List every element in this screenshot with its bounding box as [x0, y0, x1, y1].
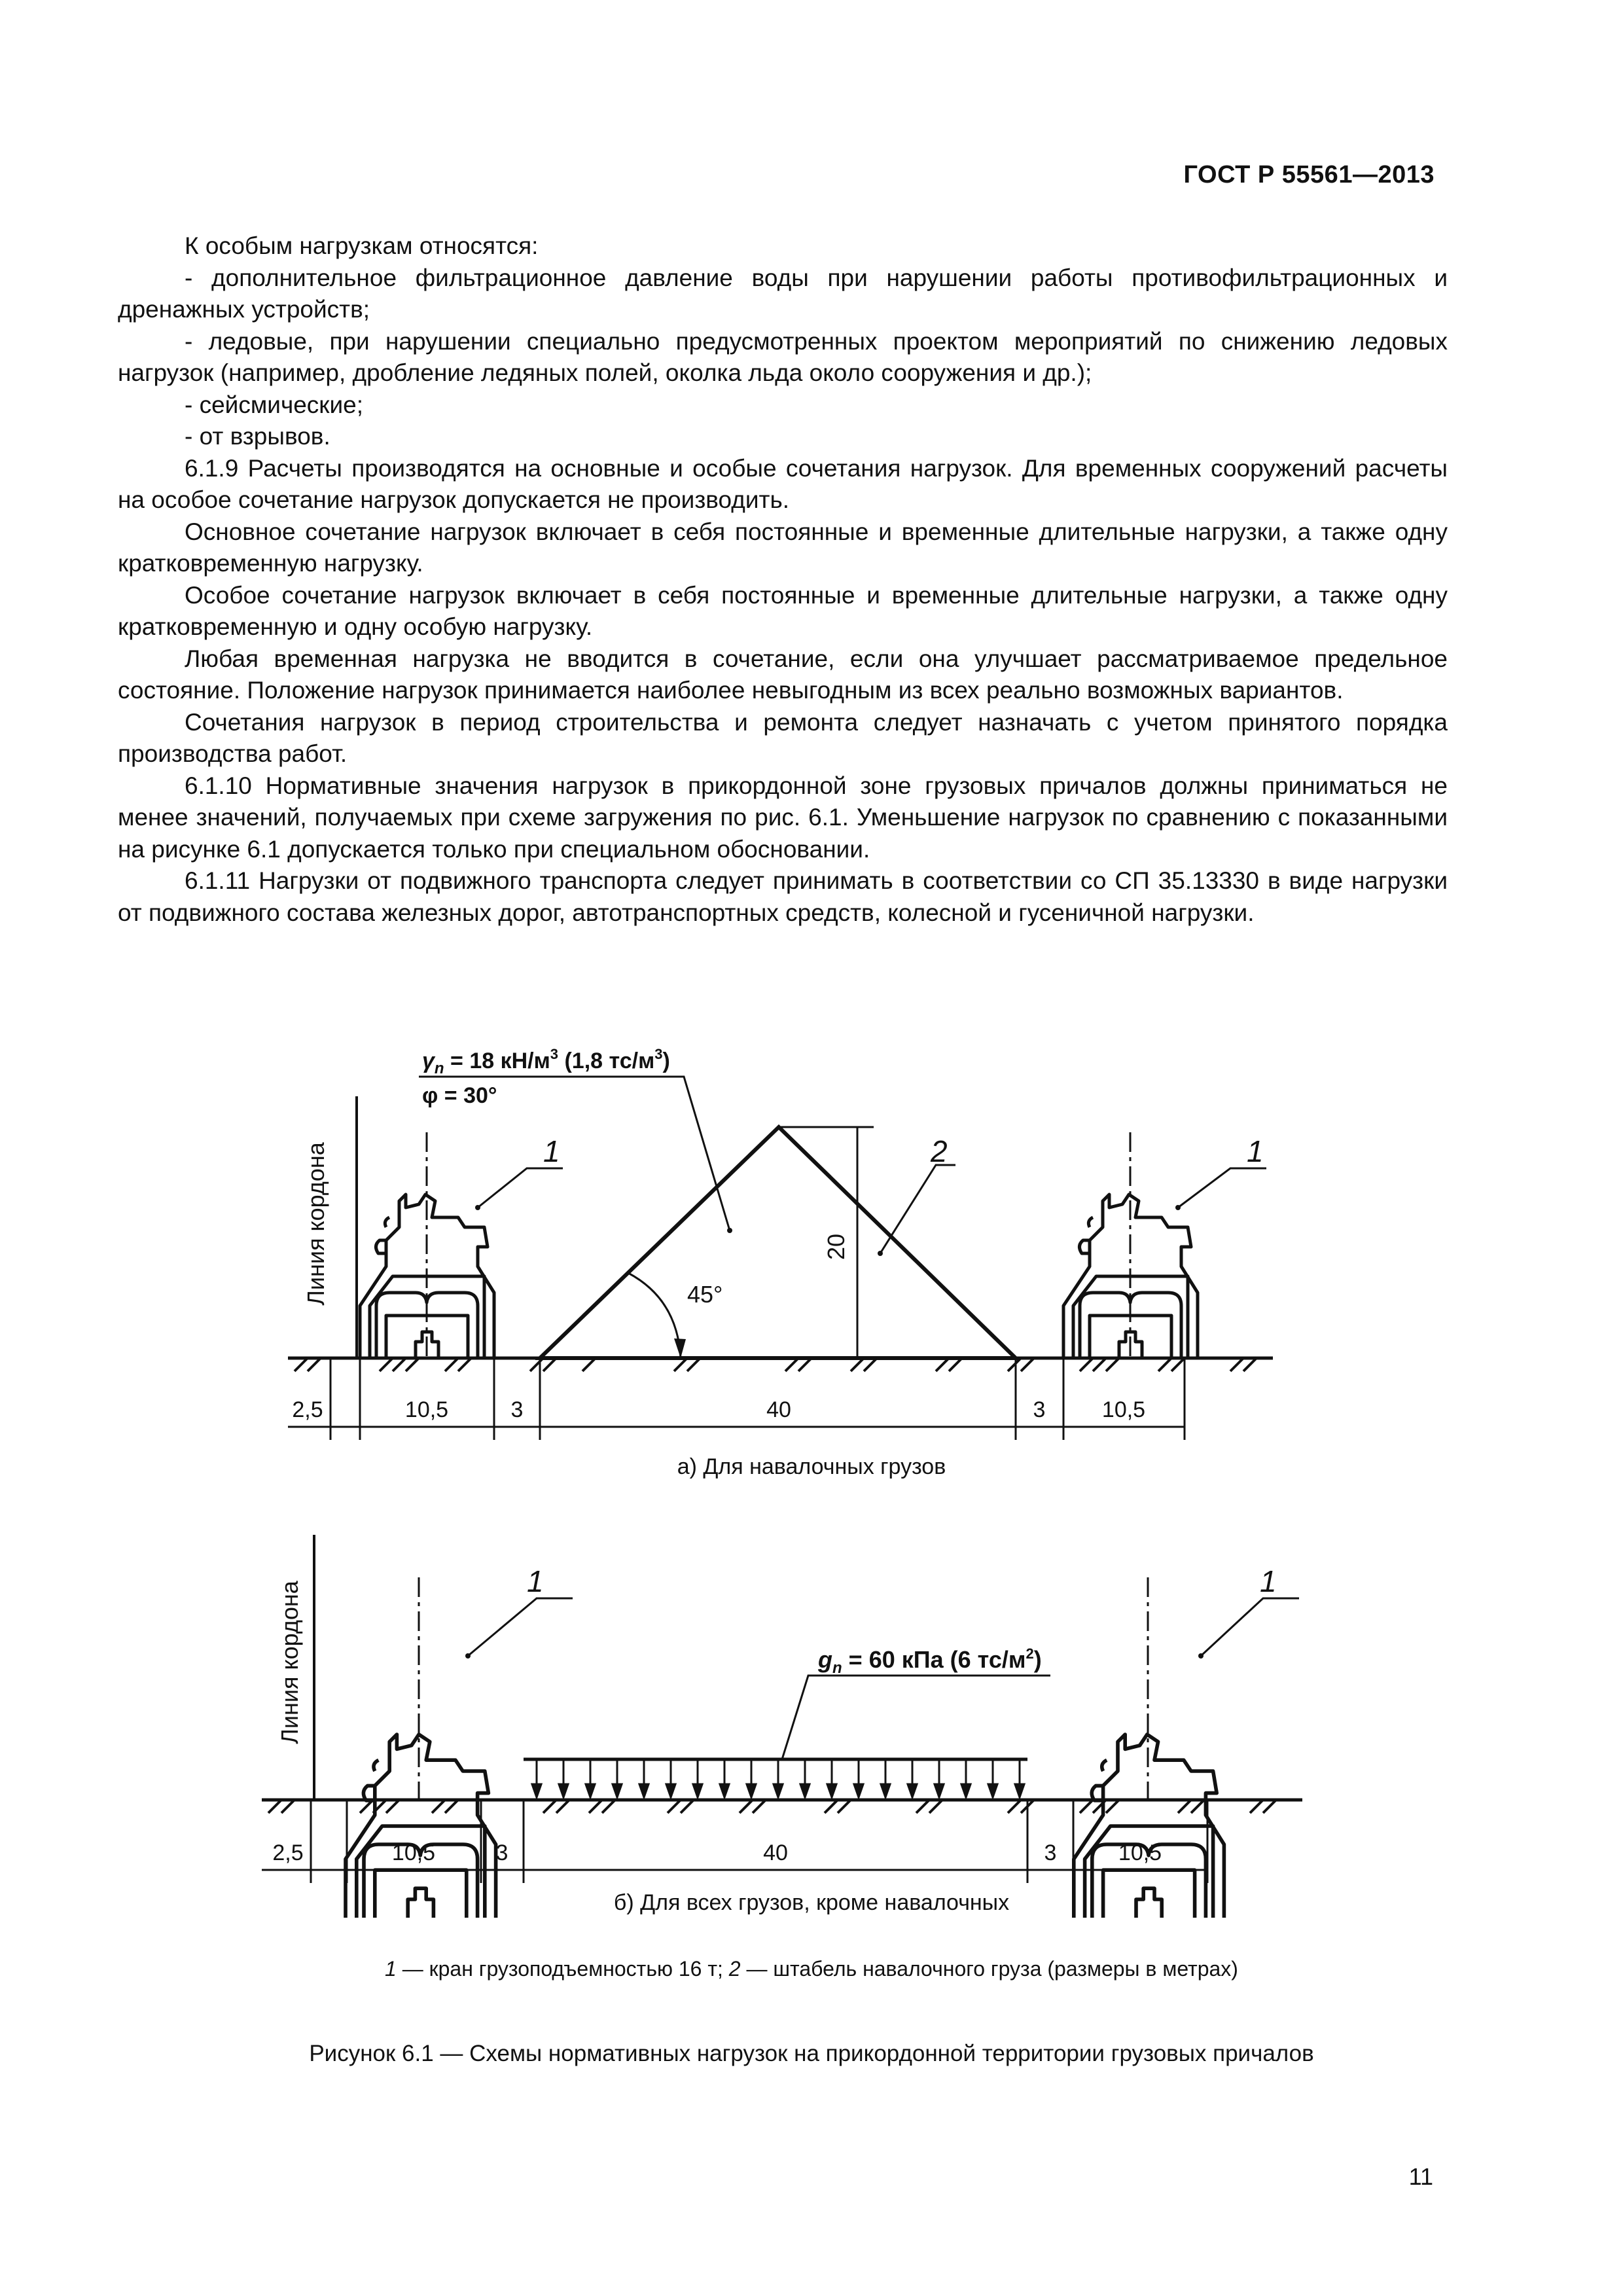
- dimension-value: 10,5: [404, 1397, 449, 1422]
- crane-marker: 1: [1260, 1564, 1277, 1598]
- dimension-value: 2,5: [272, 1840, 304, 1865]
- paragraph: - от взрывов.: [185, 423, 330, 450]
- dimension-value: 40: [763, 1840, 788, 1865]
- crane-marker: 1: [527, 1564, 544, 1598]
- load-arrow-head: [908, 1784, 917, 1797]
- pile-angle: 45°: [687, 1281, 723, 1308]
- load-label: $g_n = 60$ кПа (6 $тс/м^2$): [818, 1645, 1042, 1677]
- paragraph: К особым нагрузкам относятся:: [185, 232, 539, 259]
- load-arrow-head: [639, 1784, 649, 1797]
- load-arrow-head: [532, 1784, 541, 1797]
- distributed-load: [524, 1759, 1027, 1797]
- load-arrow-head: [613, 1784, 622, 1797]
- load-arrow-head: [988, 1784, 997, 1797]
- pile-marker: 2: [931, 1134, 948, 1168]
- paragraph: Особое сочетание нагрузок включает в себя постоянные и временные длительные нагрузки, а также одну кратковременную и одну особую нагрузку.: [118, 581, 1448, 640]
- ground-hatching: [268, 1800, 1276, 1813]
- load-arrow-head: [747, 1784, 756, 1797]
- figure-a: [288, 1046, 1273, 1440]
- dimension-value: 3: [1033, 1397, 1046, 1422]
- paragraph: 6.1.9 Расчеты производятся на основные и особые сочетания нагрузок. Для временных сооружений расчеты на особое сочетание нагрузок допускается не производить.: [118, 454, 1448, 513]
- load-arrow-head: [854, 1784, 863, 1797]
- load-arrow-head: [961, 1784, 971, 1797]
- load-arrow-head: [935, 1784, 944, 1797]
- figure-a-caption: а) Для навалочных грузов: [677, 1454, 946, 1479]
- load-arrow-head: [881, 1784, 890, 1797]
- dimension-value: 10,5: [1118, 1840, 1162, 1865]
- load-arrow-head: [693, 1784, 702, 1797]
- load-arrow-head: [827, 1784, 836, 1797]
- dimension-value: 2,5: [292, 1397, 323, 1422]
- load-arrow-head: [559, 1784, 568, 1797]
- paragraph: - ледовые, при нарушении специально предусмотренных проектом мероприятий по снижению ледовых нагрузок (например, дробление ледяных полей, околка льда около сооружения и др.);: [118, 327, 1448, 386]
- load-arrow-head: [720, 1784, 729, 1797]
- pile-height: 20: [823, 1233, 849, 1261]
- figure-b-caption: б) Для всех грузов, кроме навалочных: [613, 1890, 1010, 1915]
- cordon-line-label: Линия кордона: [276, 1581, 303, 1744]
- load-arrow-head: [774, 1784, 783, 1797]
- load-arrow-head: [586, 1784, 595, 1797]
- load-arrow-head: [800, 1784, 810, 1797]
- density-label: $\gamma_n = 18$ $кН/м^3$ (1,8 $тс/м^3$): [422, 1046, 670, 1077]
- dimension-value: 3: [1044, 1840, 1057, 1865]
- paragraph: 6.1.10 Нормативные значения нагрузок в прикордонной зоне грузовых причалов должны приниматься не менее значений, получаемых при схеме загружения по рис. 6.1. Уменьшение нагрузок по сравнению с показанными на рисунке 6.1 допускается только при специальном обосновании.: [118, 772, 1448, 863]
- paragraph: Сочетания нагрузок в период строительства и ремонта следует назначать с учетом принятого порядка производства работ.: [118, 708, 1448, 767]
- page-number: 11: [1408, 2163, 1433, 2190]
- document-number: ГОСТ Р 55561—2013: [1183, 161, 1435, 188]
- dimension-value: 40: [766, 1397, 791, 1422]
- dimension-value: 10,5: [391, 1840, 436, 1865]
- dimension-value: 3: [510, 1397, 524, 1422]
- dimension-value: 10,5: [1101, 1397, 1146, 1422]
- dimension-value: 3: [495, 1840, 508, 1865]
- load-arrow-head: [1015, 1784, 1024, 1797]
- crane-marker: 1: [1247, 1134, 1264, 1168]
- figure-caption: Рисунок 6.1 — Схемы нормативных нагрузок на прикордонной территории грузовых причалов: [309, 2041, 1314, 2066]
- figure-b: [262, 1535, 1302, 1918]
- paragraph: 6.1.11 Нагрузки от подвижного транспорта следует принимать в соответствии со СП 35.13330 в виде нагрузки от подвижного состава железных дорог, автотранспортных средств, колесной и гусеничной нагрузки.: [118, 867, 1448, 926]
- figure-legend: 1 — кран грузоподъемностью 16 т; 2 — штабель навалочного груза (размеры в метрах): [385, 1957, 1238, 1981]
- load-arrow-head: [666, 1784, 675, 1797]
- angle-arc: [628, 1273, 681, 1358]
- paragraph: - дополнительное фильтрационное давление воды при нарушении работы противофильтрационных и дренажных устройств;: [118, 264, 1448, 323]
- paragraph: Основное сочетание нагрузок включает в себя постоянные и временные длительные нагрузки, а также одну кратковременную нагрузку.: [118, 518, 1448, 577]
- cordon-line-label: Линия кордона: [302, 1142, 329, 1306]
- crane-marker: 1: [543, 1134, 560, 1168]
- paragraph: - сейсмические;: [185, 391, 364, 418]
- paragraph: Любая временная нагрузка не вводится в сочетание, если она улучшает рассматриваемое предельное состояние. Положение нагрузок принимается наиболее невыгодным из всех реально возможных вариантов.: [118, 645, 1448, 704]
- friction-angle: φ = 30°: [422, 1083, 497, 1108]
